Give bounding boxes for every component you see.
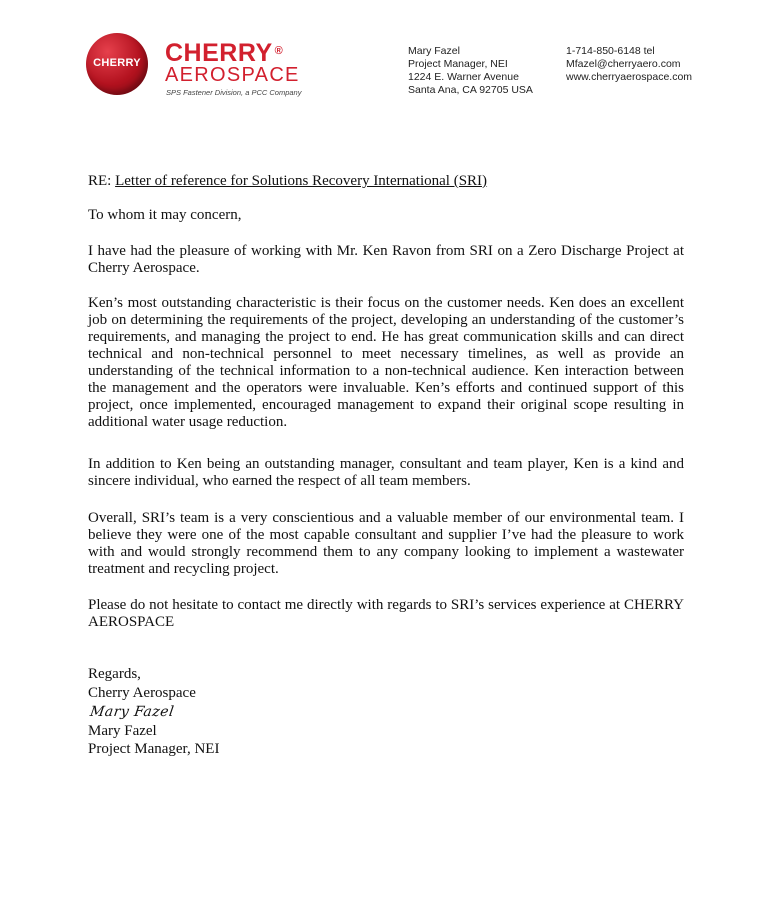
- sender-city: Santa Ana, CA 92705 USA: [408, 84, 533, 96]
- paragraph-contact: Please do not hesitate to contact me directly with regards to SRI’s services experience at CHERRY AEROSPACE: [88, 597, 684, 630]
- brand-name-text: CHERRY: [165, 39, 273, 67]
- sender-address-block: [408, 45, 533, 97]
- brand-tagline: SPS Fastener Division, a PCC Company: [166, 88, 302, 97]
- handwritten-signature: Mary Fazel: [88, 704, 176, 720]
- logo-badge-text: CHERRY: [93, 57, 141, 69]
- brand-name: [165, 39, 283, 67]
- sender-street: 1224 E. Warner Avenue: [408, 71, 519, 83]
- sender-title: Project Manager, NEI: [408, 58, 508, 70]
- registered-mark: ®: [274, 45, 284, 57]
- sender-email: Mfazel@cherryaero.com: [566, 58, 681, 70]
- paragraph-personal: In addition to Ken being an outstanding manager, consultant and team player, Ken is a kind and sincere individual, who earned the respect of all team members.: [88, 456, 684, 489]
- company-logo: [86, 33, 326, 103]
- brand-subtitle: AEROSPACE: [165, 64, 300, 86]
- subject-label: RE:: [88, 173, 116, 189]
- logo-badge-icon: [86, 33, 148, 95]
- paragraph-overall: Overall, SRI’s team is a very conscientious and a valuable member of our environmental team. I believe they were one of the most capable consultant and supplier I’ve had the pleasure to work with and would strongly recommend them to any company looking to implement a wastewater treatment and recycling project.: [88, 510, 684, 577]
- paragraph-intro: I have had the pleasure of working with Mr. Ken Ravon from SRI on a Zero Discharge Project at Cherry Aerospace.: [88, 243, 684, 276]
- sender-name: Mary Fazel: [408, 45, 460, 57]
- sender-phone: 1-714-850-6148 tel: [566, 45, 655, 57]
- closing-company: Cherry Aerospace: [88, 685, 196, 701]
- signer-name: Mary Fazel: [88, 723, 157, 739]
- paragraph-characteristics: Ken’s most outstanding characteristic is their focus on the customer needs. Ken does an excellent job on determining the requirements of the project, developing an understanding of the customer’s requirements, and managing the project to end. He has great communication skills and can direct technical and non-technical personnel to meet necessary timelines, as well as provide an understanding of the technical information to a non-technical audience. Ken interaction between the management and the operators were invaluable. Ken’s efforts and continued support of this project, once implemented, encouraged management to expand their original scope resulting in additional water usage reduction.: [88, 295, 684, 430]
- subject-line: [88, 173, 684, 190]
- sender-website: www.cherryaerospace.com: [566, 71, 693, 83]
- subject-text: Letter of reference for Solutions Recovery International (SRI): [115, 173, 488, 189]
- signer-title: Project Manager, NEI: [88, 741, 220, 757]
- sender-contact-block: [566, 45, 692, 84]
- closing: Regards,: [88, 666, 141, 682]
- salutation: To whom it may concern,: [88, 207, 242, 223]
